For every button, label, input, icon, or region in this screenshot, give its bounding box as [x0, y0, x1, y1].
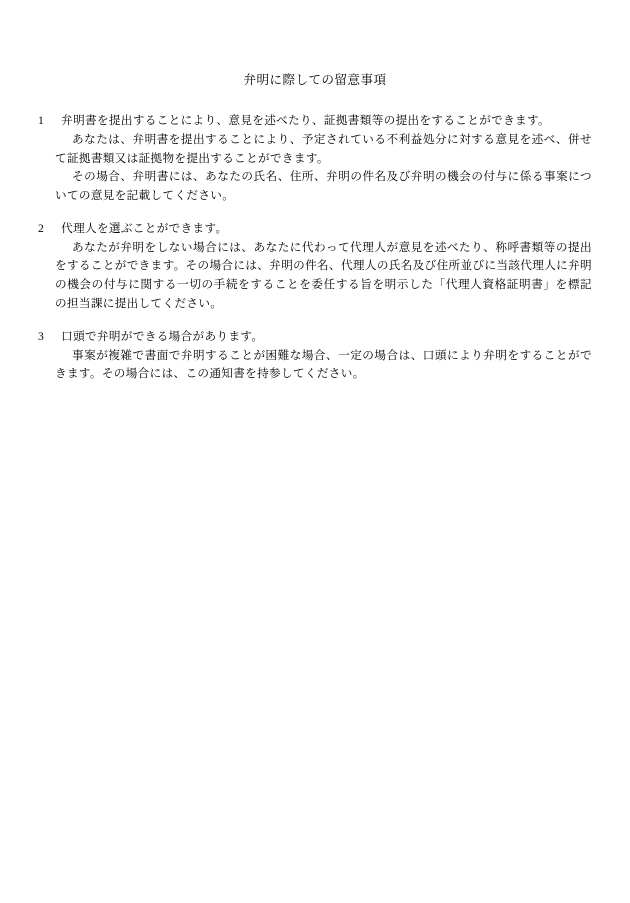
- list-item: [38, 220, 592, 314]
- item-heading-1: [38, 112, 592, 131]
- item-paragraph-1-2: その場合、弁明書には、あなたの氏名、住所、弁明の件名及び弁明の機会の付与に係る事案についての意見を記載してください。: [55, 170, 592, 203]
- item-number-1: 1: [38, 114, 45, 127]
- item-heading-text-2: 代理人を選ぶことができます。: [61, 221, 228, 235]
- item-number-2: 2: [38, 221, 45, 235]
- item-paragraph-3-1: 事案が複雑で書面で弁明することが困難な場合、一定の場合は、口頭により弁明をすることができます。その場合には、この通知書を持参してください。: [55, 348, 592, 381]
- page-title: 弁明に際しての留意事項: [243, 73, 387, 87]
- item-heading-2: [38, 220, 592, 239]
- item-heading-text-3: 口頭で弁明ができる場合があります。: [61, 329, 264, 343]
- item-heading-3: [38, 328, 592, 347]
- list-item: [38, 328, 592, 384]
- item-heading-text-1: 弁明書を提出することにより、意見を述べたり、証拠書類等の提出をすることができます。: [61, 114, 550, 127]
- item-number-3: 3: [38, 329, 45, 343]
- document-body: [38, 112, 592, 384]
- item-paragraph-2-1: あなたが弁明をしない場合には、あなたに代わって代理人が意見を述べたり、称呼書類等の提出をすることができます。その場合には、弁明の件名、代理人の氏名及び住所並びに当該代理人に弁明の機会の付与に関する一切の手続をすることを委任する旨を明示した「代理人資格証明書」を標記の担当課に提出してください。: [55, 240, 592, 311]
- list-item: [38, 112, 592, 206]
- item-paragraph-1-1: あなたは、弁明書を提出することにより、予定されている不利益処分に対する意見を述べ、併せて証拠書類又は証拠物を提出することができます。: [55, 132, 592, 165]
